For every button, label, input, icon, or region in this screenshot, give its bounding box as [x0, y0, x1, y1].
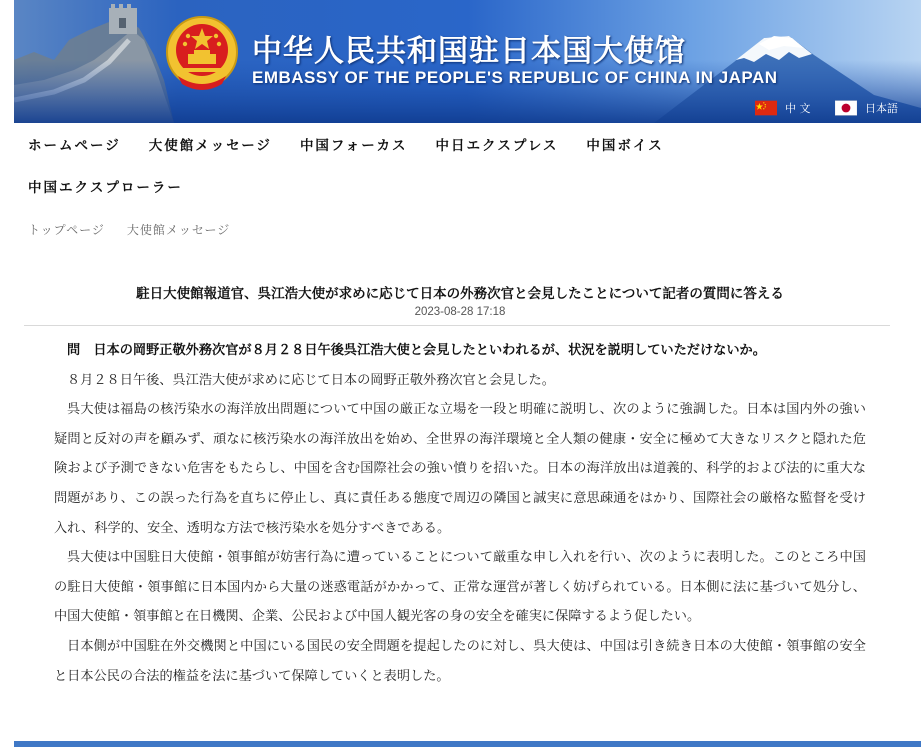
language-japanese-label: 日本語 [865, 102, 898, 115]
divider [24, 325, 890, 326]
language-chinese-link[interactable] [755, 99, 811, 117]
language-japanese-link[interactable] [835, 99, 898, 117]
article-paragraph: 呉大使は福島の核汚染水の海洋放出問題について中国の厳正な立場を一段と明確に説明し、次のように強調した。日本は国内外の強い疑問と反対の声を顧みず、頑なに核汚染水の海洋放出を始め、全世界の海洋環境と全人類の健康・安全に極めて大きなリスクと隠れた危険および予測できない危害をもたらし、中国を含む国際社会の強い憤りを招いた。日本の海洋放出は道義的、科学的および法的に重大な問題があり、この誤った行為を直ちに停止し、真に責任ある態度で周辺の隣国と誠実に意思疎通をはかり、国際社会の厳格な監督を受け入れ、科学的、安全、透明な方法で核汚染水を処分すべきである。 [54, 402, 866, 536]
nav-item-home[interactable]: ホームページ [28, 138, 121, 154]
breadcrumb-top-page[interactable]: トップページ [28, 223, 105, 237]
breadcrumb-embassy-message[interactable]: 大使館メッセージ [126, 223, 231, 237]
china-flag-icon [755, 100, 777, 116]
footer-bar [14, 741, 921, 747]
nav-item-china-explorer[interactable]: 中国エクスプローラー [28, 180, 183, 196]
japan-flag-icon [835, 100, 857, 116]
nav-item-china-japan-express[interactable]: 中日エクスプレス [435, 138, 559, 154]
site-title-english: EMBASSY OF THE PEOPLE'S REPUBLIC OF CHINA IN JAPAN [252, 68, 778, 87]
article-body [54, 336, 866, 691]
article-question: 問 日本の岡野正敬外務次官が８月２８日午後呉江浩大使と会見したといわれるが、状況を説明していただけないか。 [67, 343, 766, 358]
nav-row-2 [28, 170, 888, 202]
nav-row-1 [28, 128, 888, 160]
language-chinese-label: 中 文 [785, 102, 811, 115]
article-paragraph: 日本側が中国駐在外交機関と中国にいる国民の安全問題を提起したのに対し、呉大使は、中国は引き続き日本の大使館・領事館の安全と日本公民の合法的権益を法に基づいて保障していくと表明した。 [54, 638, 866, 684]
article-date: 2023-08-28 17:18 [414, 306, 506, 318]
article-paragraph: ８月２８日午後、呉江浩大使が求めに応じて日本の岡野正敬外務次官と会見した。 [67, 372, 555, 388]
article-paragraph: 呉大使は中国駐日大使館・領事館が妨害行為に遭っていることについて厳重な申し入れを行い、次のように表明した。このところ中国の駐日大使館・領事館に日本国内から大量の迷惑電話がかかって、正常な運営が著しく妨げられている。日本側に法に基づいて処分し、中国大使館・領事館と在日機関、企業、公民および中国人観光客の身の安全を確実に保障するよう促したい。 [54, 550, 866, 625]
article-title: 駐日大使館報道官、呉江浩大使が求めに応じて日本の外務次官と会見したことについて記者の質問に答える [136, 286, 784, 302]
nav-item-embassy-message[interactable]: 大使館メッセージ [148, 138, 272, 154]
nav-item-china-voice[interactable]: 中国ボイス [586, 138, 664, 154]
main-navigation [28, 128, 888, 202]
header-banner [14, 0, 921, 123]
breadcrumb [28, 221, 230, 238]
nav-item-china-focus[interactable]: 中国フォーカス [299, 138, 408, 154]
national-emblem-icon [164, 14, 240, 94]
site-title-chinese: 中华人民共和国驻日本国大使馆 [252, 34, 686, 69]
